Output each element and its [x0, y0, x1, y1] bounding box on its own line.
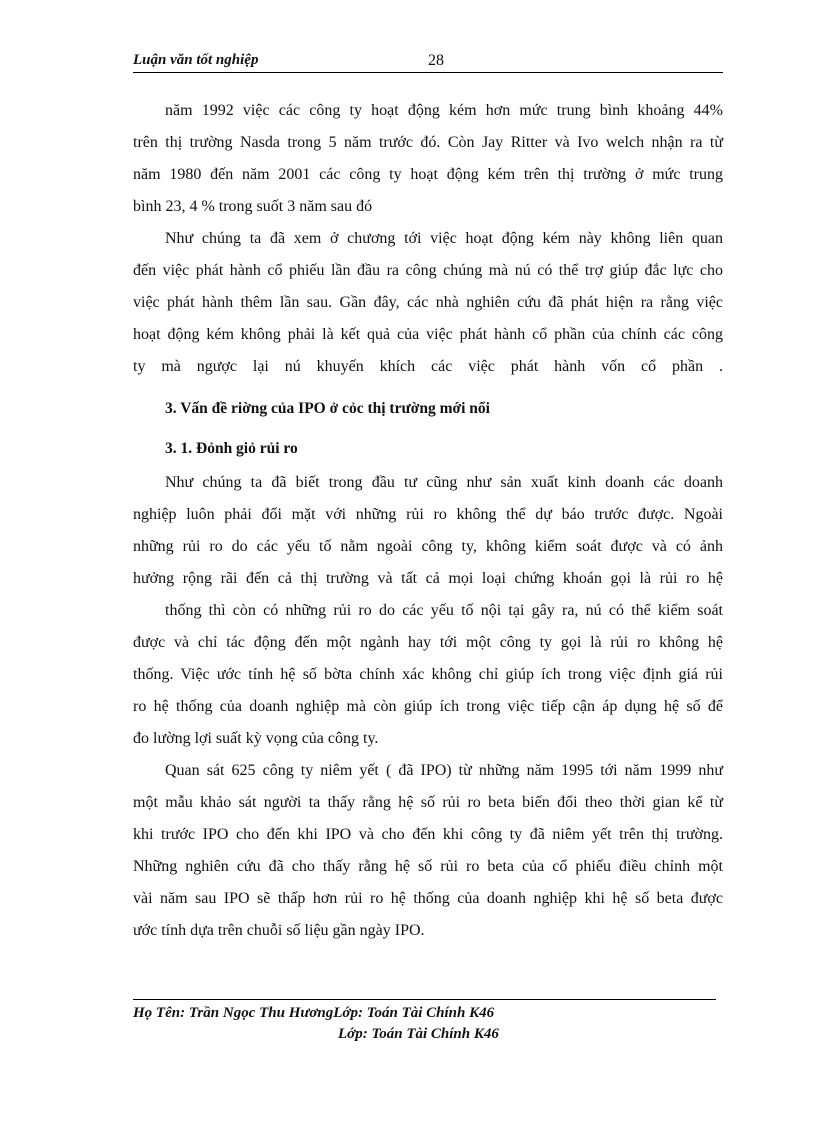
footer-divider — [133, 999, 716, 1000]
text-line: ro hệ thống của doanh nghiệp mà còn giúp ích trong việc tiếp cận áp dụng hệ số để — [133, 698, 723, 715]
header-divider — [133, 72, 723, 73]
subsection-heading: 3. 1. Đỏnh giỏ rủi ro — [165, 440, 298, 457]
text-line: việc phát hành thêm lần sau. Gần đây, các nhà nghiên cứu đã phát hiện ra rằng việc — [133, 294, 723, 311]
page-number: 28 — [428, 52, 444, 69]
text-line: thống. Việc ước tính hệ số bờta chính xác không chỉ giúp ích trong việc định giá rủi — [133, 666, 723, 683]
text-line: hưởng rộng rãi đến cả thị trường và tất cả mọi loại chứng khoán gọi là rủi ro hệ — [133, 570, 723, 587]
text-line: bình 23, 4 % trong suốt 3 năm sau đó — [133, 198, 373, 215]
text-line: hoạt động kém không phải là kết quả của việc phát hành cổ phần của chính các công — [133, 326, 723, 343]
text-line: một mẫu khảo sát người ta thấy rằng hệ số rủi ro beta biến đổi theo thời gian kể từ — [133, 794, 723, 811]
text-line: Quan sát 625 công ty niêm yết ( đã IPO) từ những năm 1995 tới năm 1999 như — [165, 762, 723, 779]
text-line: Như chúng ta đã xem ở chương tới việc hoạt động kém này không liên quan — [165, 230, 723, 247]
footer-class: Lớp: Toán Tài Chính K46 — [338, 1026, 499, 1042]
text-line: ước tính dựa trên chuỗi số liệu gần ngày IPO. — [133, 922, 425, 939]
page-header — [133, 52, 723, 74]
text-line: vài năm sau IPO sẽ thấp hơn rủi ro hệ thống của doanh nghiệp khi hệ số beta được — [133, 890, 723, 907]
text-line: nghiệp luôn phải đối mặt với những rủi ro không thể dự báo trước được. Ngoài — [133, 506, 723, 523]
text-line: được và chỉ tác động đến một ngành hay tới một công ty gọi là rủi ro không hệ — [133, 634, 723, 651]
section-heading: 3. Vấn đề riờng của IPO ở cỏc thị trường mới nổi — [165, 400, 490, 417]
text-line: những rủi ro do các yếu tố nằm ngoài công ty, không kiểm soát được và có ảnh — [133, 538, 723, 555]
text-line: ty mà ngược lại nú khuyến khích các việc phát hành vốn cổ phần . — [133, 358, 723, 375]
text-line: năm 1992 việc các công ty hoạt động kém hơn mức trung bình khoảng 44% — [165, 102, 723, 119]
text-line: năm 1980 đến năm 2001 các công ty hoạt động kém trên thị trường ở mức trung — [133, 166, 723, 183]
text-line: đến việc phát hành cổ phiếu lần đầu ra công chúng mà nú có thể trợ giúp đắc lực cho — [133, 262, 723, 279]
text-line: khi trước IPO cho đến khi IPO và cho đến khi công ty đã niêm yết trên thị trường. — [133, 826, 723, 843]
text-line: thống thì còn có những rủi ro do các yếu tố nội tại gây ra, nú có thể kiểm soát — [165, 602, 723, 619]
footer-author: Họ Tên: Trần Ngọc Thu HươngLớp: Toán Tài Chính K46 — [133, 1005, 495, 1021]
header-title: Luận văn tốt nghiệp — [133, 52, 259, 68]
text-line: trên thị trường Nasda trong 5 năm trước đó. Còn Jay Ritter và Ivo welch nhận ra từ — [133, 134, 723, 151]
text-line: đo lường lợi suất kỳ vọng của công ty. — [133, 730, 379, 747]
text-line: Như chúng ta đã biết trong đầu tư cũng như sản xuất kinh doanh các doanh — [165, 474, 723, 491]
text-line: Những nghiên cứu đã cho thấy rằng hệ số rủi ro beta của cổ phiếu điều chỉnh một — [133, 858, 723, 875]
